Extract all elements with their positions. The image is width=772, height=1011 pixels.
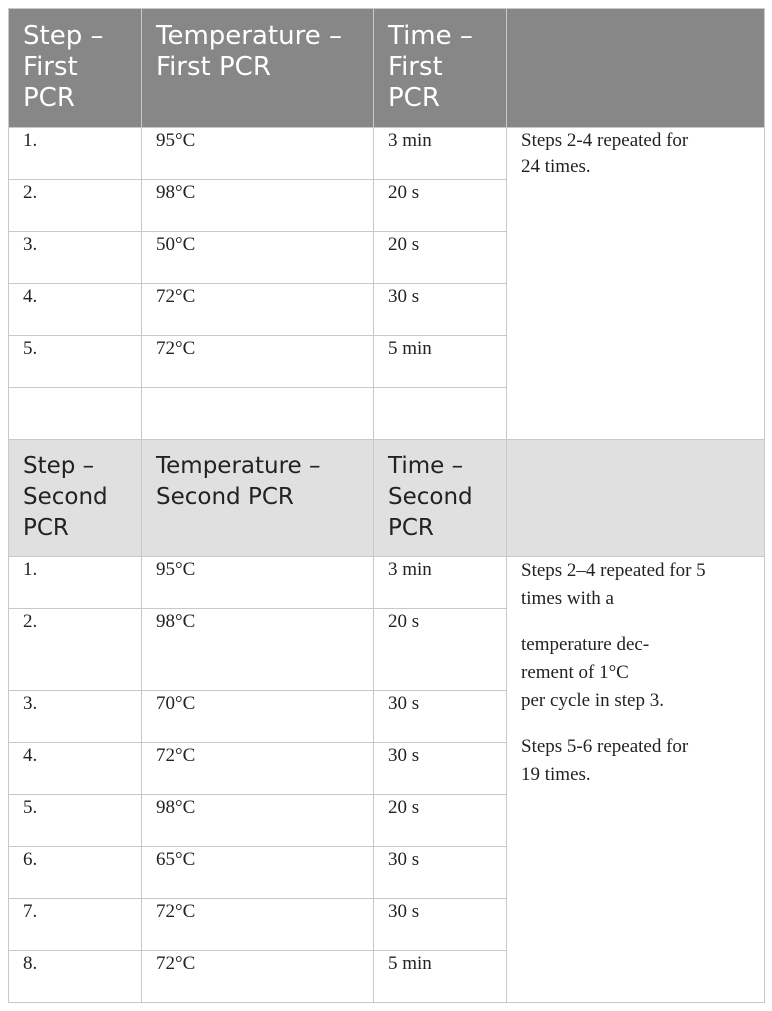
step-cell: 5.: [9, 336, 142, 388]
step-cell: 5.: [9, 795, 142, 847]
step-cell: 4.: [9, 743, 142, 795]
header-notes-first: [507, 9, 765, 128]
header-temperature-second: Temperature – Second PCR: [142, 440, 374, 557]
temperature-cell: 95°C: [142, 128, 374, 180]
temperature-cell: 50°C: [142, 232, 374, 284]
time-cell: 3 min: [374, 557, 507, 609]
step-cell: 6.: [9, 847, 142, 899]
step-cell: 2.: [9, 180, 142, 232]
note-paragraph: temperature dec- rement of 1°C per cycle in step 3.: [521, 634, 664, 711]
second-pcr-note: [507, 557, 765, 1003]
first-pcr-header-row: [9, 9, 765, 128]
header-notes-second: [507, 440, 765, 557]
time-cell: 20 s: [374, 795, 507, 847]
empty-cell: [374, 388, 507, 440]
note-paragraph: Steps 5-6 repeated for 19 times.: [521, 736, 689, 785]
time-cell: 20 s: [374, 232, 507, 284]
time-cell: 30 s: [374, 284, 507, 336]
header-step-first: Step – First PCR: [9, 9, 142, 128]
pcr-protocol-table: [8, 8, 765, 1003]
empty-cell: [9, 388, 142, 440]
empty-cell: [142, 388, 374, 440]
temperature-cell: 98°C: [142, 609, 374, 691]
header-step-second: Step – Second PCR: [9, 440, 142, 557]
second-pcr-header-row: [9, 440, 765, 557]
header-time-first: Time – First PCR: [374, 9, 507, 128]
header-time-second: Time – Second PCR: [374, 440, 507, 557]
temperature-cell: 98°C: [142, 180, 374, 232]
time-cell: 30 s: [374, 847, 507, 899]
temperature-cell: 72°C: [142, 951, 374, 1003]
temperature-cell: 72°C: [142, 284, 374, 336]
table-row: [9, 557, 765, 609]
first-pcr-note: Steps 2-4 repeated for 24 times.: [507, 128, 765, 440]
time-cell: 5 min: [374, 336, 507, 388]
temperature-cell: 95°C: [142, 557, 374, 609]
time-cell: 20 s: [374, 609, 507, 691]
header-temperature-first: Temperature – First PCR: [142, 9, 374, 128]
time-cell: 5 min: [374, 951, 507, 1003]
note-paragraph: Steps 2–4 repeated for 5 times with a: [521, 560, 706, 609]
time-cell: 3 min: [374, 128, 507, 180]
temperature-cell: 70°C: [142, 691, 374, 743]
temperature-cell: 72°C: [142, 743, 374, 795]
time-cell: 30 s: [374, 691, 507, 743]
step-cell: 3.: [9, 691, 142, 743]
time-cell: 30 s: [374, 899, 507, 951]
step-cell: 1.: [9, 557, 142, 609]
temperature-cell: 72°C: [142, 899, 374, 951]
step-cell: 1.: [9, 128, 142, 180]
step-cell: 2.: [9, 609, 142, 691]
temperature-cell: 65°C: [142, 847, 374, 899]
table-row: [9, 128, 765, 180]
step-cell: 3.: [9, 232, 142, 284]
step-cell: 4.: [9, 284, 142, 336]
time-cell: 20 s: [374, 180, 507, 232]
temperature-cell: 72°C: [142, 336, 374, 388]
step-cell: 7.: [9, 899, 142, 951]
step-cell: 8.: [9, 951, 142, 1003]
time-cell: 30 s: [374, 743, 507, 795]
temperature-cell: 98°C: [142, 795, 374, 847]
